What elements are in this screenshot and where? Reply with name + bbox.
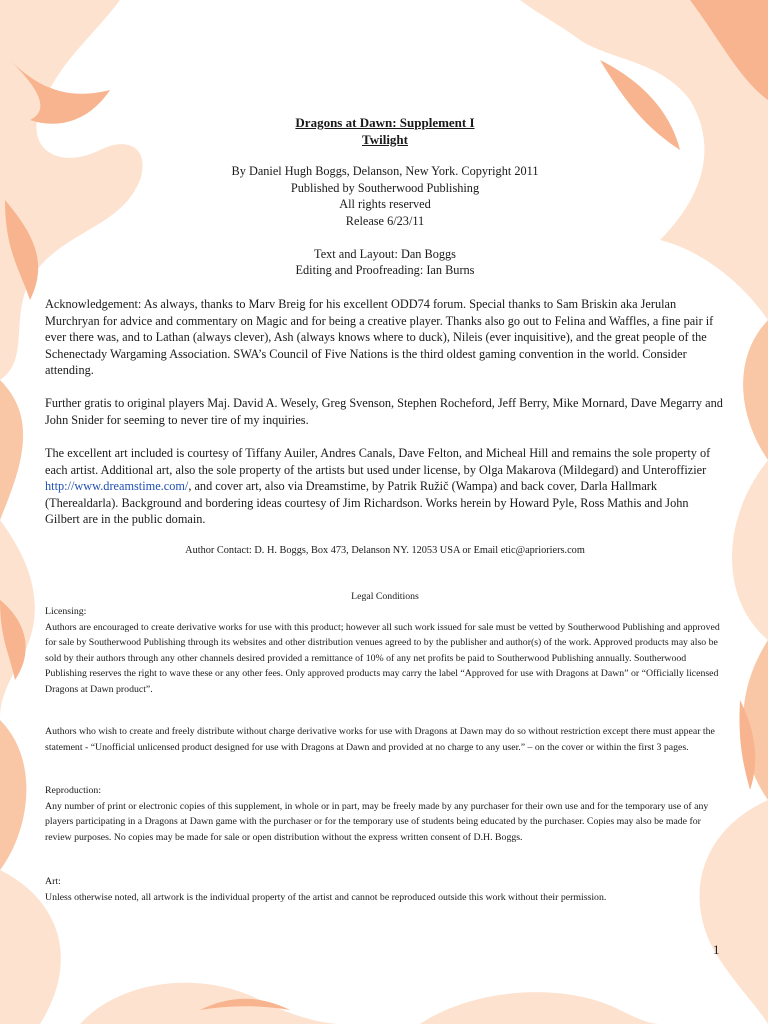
credit-line	[45, 229, 725, 246]
art-credit-text	[45, 445, 725, 528]
legal-heading: Legal Conditions	[351, 591, 419, 602]
credit-line: Text and Layout: Dan Boggs	[314, 246, 456, 261]
free-distribution-section	[45, 724, 725, 755]
acknowledgement-paragraph	[45, 296, 725, 379]
art-section	[45, 874, 725, 905]
gratis-paragraph	[45, 395, 725, 428]
art-credit-part-1: The excellent art included is courtesy of Tiffany Auiler, Andres Canals, Dave Felton, and Micheal Hill and remains the sole property of each artist. Additional art, also the sole property of the artists but used under license, by Olga Makarova (Mildegard) and Unteroffizier	[45, 446, 711, 477]
art-text: Unless otherwise noted, all artwork is the individual property of the artist and cannot be reproduced outside this work without their permission.	[45, 891, 607, 903]
art-heading: Art:	[45, 876, 61, 887]
reproduction-section	[45, 783, 725, 845]
reproduction-text: Any number of print or electronic copies of this supplement, in whole or in part, may be freely made by any purchaser for their own use and for the temporary use of any players participating in a Dragons at Dawn game with the purchaser or for the temporary use of students being educated by the purchaser. Copies may also be made for review purposes. No copies may be made for sale or open distribution without the express written consent of D.H. Boggs.	[45, 800, 709, 843]
licensing-heading: Licensing:	[45, 606, 87, 617]
author-contact: Author Contact: D. H. Boggs, Box 473, Delanson NY. 12053 USA or Email etic@aprioriers.com	[185, 545, 585, 556]
reproduction-heading: Reproduction:	[45, 785, 102, 796]
free-distribution-text: Authors who wish to create and freely distribute without charge derivative works for use with Dragons at Dawn may do so without restriction except there must appear the statement - “Unofficial unlicensed product designed for use with Dragons at Dawn and provided at no charge to any user.” – on the cover or within the first 3 pages.	[45, 726, 715, 753]
art-credit-paragraph	[45, 445, 725, 528]
page-number: 1	[713, 942, 720, 957]
title-line-2: Twilight	[362, 132, 408, 147]
credits-block	[45, 163, 725, 279]
credit-line: By Daniel Hugh Boggs, Delanson, New York. Copyright 2011	[231, 164, 539, 178]
gratis-text: Further gratis to original players Maj. David A. Wesely, Greg Svenson, Stephen Rocheford, Jeff Berry, Mike Mornard, Dave Megarry and John Snider for seeming to never tire of my inquiries.	[45, 396, 723, 427]
acknowledgement-text: Acknowledgement: As always, thanks to Marv Breig for his excellent ODD74 forum. Special thanks to Sam Briskin aka Jerulan Murchryan for advice and commentary on Magic and for being a creative player. Thanks also go out to Felina and Waffles, a fine pair if ever there was, and to Lathan (always clever), Ash (always knows where to duck), Nileis (ever inquisitive), and the great people of the Schenectady Wargaming Association. SWA’s Council of Five Nations is the third oldest gaming convention in the world. Consider attending.	[45, 297, 714, 377]
credit-line: Release 6/23/11	[345, 213, 425, 228]
art-credit-part-2: , and cover art, also via Dreamstime, by Patrik Ružič (Wampa) and back cover, Darla Hallmark (Therealdarla). Background and bordering ideas courtesy of Jim Richardson. Works herein by Howard Pyle, Ross Mathis and John Gilbert are in the public domain.	[45, 479, 689, 526]
licensing-section	[45, 604, 725, 698]
credit-line: Editing and Proofreading: Ian Burns	[295, 263, 475, 277]
credit-line: Published by Southerwood Publishing	[290, 180, 480, 195]
document-title	[45, 114, 725, 148]
licensing-text: Authors are encouraged to create derivative works for use with this product; however all such work issued for sale must be vetted by Southerwood Publishing and approved for sale by Southerwood Publishing through its websites and other distribution venues agreed to by the publisher and author(s) of the work. Approved products may also be sold by their authors through any other channels desired provided a remittance of 10% of any net profits be paid to Southerwood Publishing annually. Southerwood Publishing reserves the right to wave these or any other fees. Only approved products may carry the label “Approved for use with Dragons at Dawn” or “Officially licensed Dragons at Dawn product”.	[45, 621, 720, 695]
title-line-1: Dragons at Dawn: Supplement I	[295, 115, 475, 130]
dreamstime-link[interactable]: http://www.dreamstime.com/	[45, 479, 189, 493]
credit-line: All rights reserved	[339, 197, 431, 211]
